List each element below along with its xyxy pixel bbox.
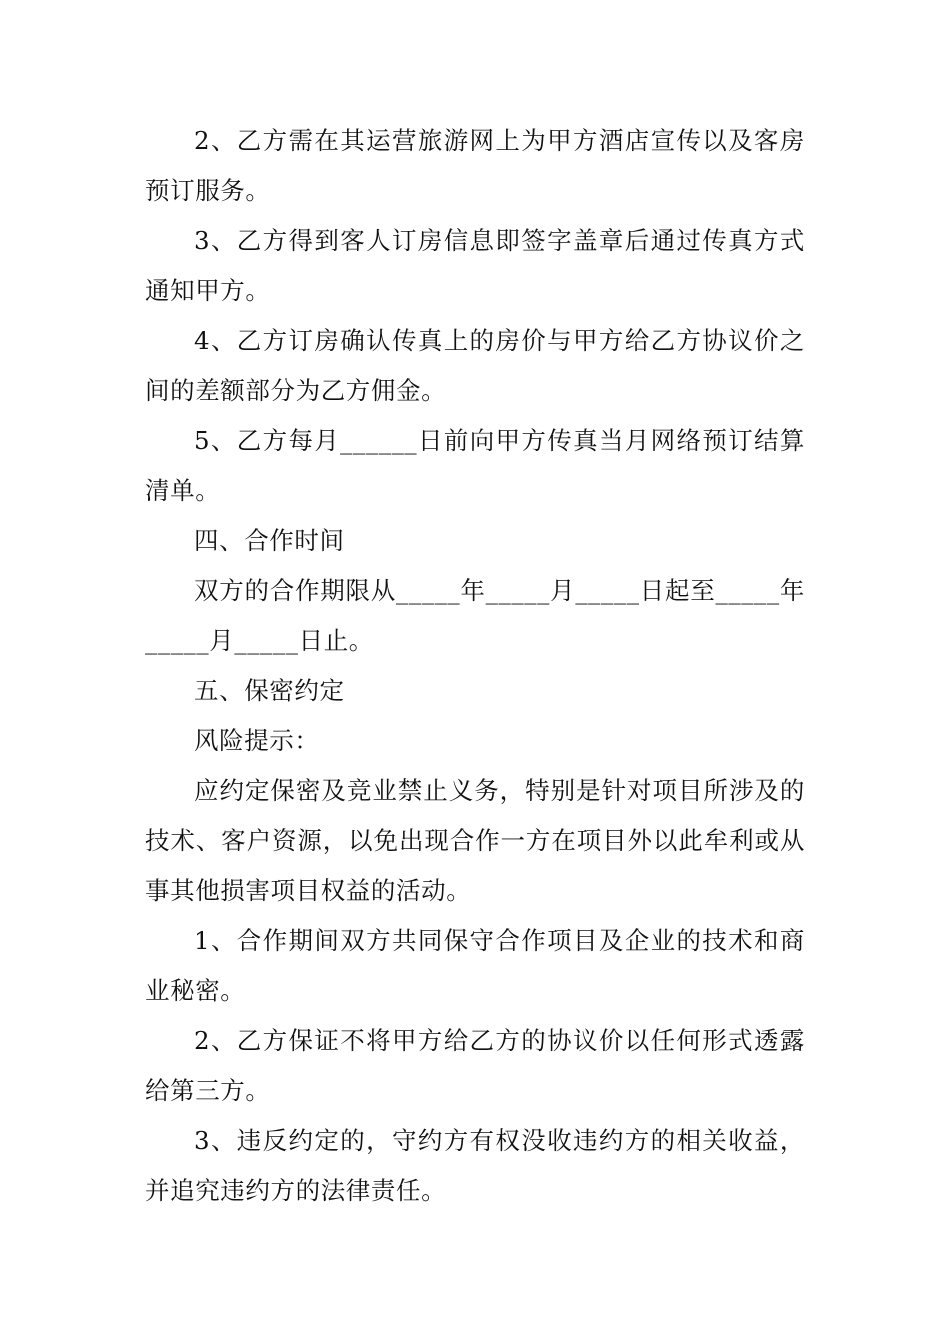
clause-4-commission: 4、乙方订房确认传真上的房价与甲方给乙方协议价之间的差额部分为乙方佣金。 bbox=[145, 326, 805, 405]
confidentiality-clause-1: 1、合作期间双方共同保守合作项目及企业的技术和商业秘密。 bbox=[145, 926, 805, 1005]
clause-5-settlement: 5、乙方每月______日前向甲方传真当月网络预订结算清单。 bbox=[145, 426, 805, 505]
risk-warning-label: 风险提示： bbox=[194, 726, 320, 755]
document-body bbox=[145, 116, 805, 1216]
section-heading-confidentiality: 五、保密约定 bbox=[194, 676, 345, 705]
risk-warning-text: 应约定保密及竞业禁止义务，特别是针对项目所涉及的技术、客户资源，以免出现合作一方在项目外以此牟利或从事其他损害项目权益的活动。 bbox=[145, 776, 805, 905]
cooperation-period-text: 双方的合作期限从_____年_____月_____日起至_____年_____月_____日止。 bbox=[145, 576, 805, 655]
section-heading-cooperation-period: 四、合作时间 bbox=[194, 526, 345, 555]
clause-2-promotion: 2、乙方需在其运营旅游网上为甲方酒店宣传以及客房预订服务。 bbox=[145, 126, 805, 205]
confidentiality-clause-3: 3、违反约定的，守约方有权没收违约方的相关收益，并追究违约方的法律责任。 bbox=[145, 1126, 805, 1205]
confidentiality-clause-2: 2、乙方保证不将甲方给乙方的协议价以任何形式透露给第三方。 bbox=[145, 1026, 805, 1105]
clause-3-fax-notice: 3、乙方得到客人订房信息即签字盖章后通过传真方式通知甲方。 bbox=[145, 226, 805, 305]
